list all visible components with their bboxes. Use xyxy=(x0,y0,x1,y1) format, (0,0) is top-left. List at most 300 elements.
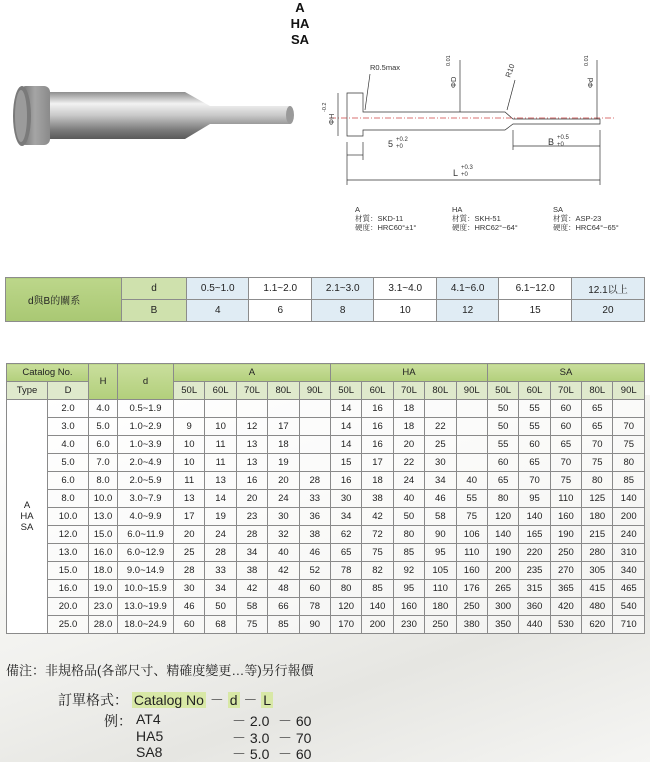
table-cell: 10 xyxy=(174,454,205,472)
table-cell: 28 xyxy=(174,562,205,580)
table-cell: 65 xyxy=(519,454,550,472)
table-cell: 24 xyxy=(393,472,424,490)
table-cell: 200 xyxy=(613,508,645,526)
table-cell: 530 xyxy=(550,616,581,634)
example-d: － 3.0 xyxy=(232,730,270,746)
table-row xyxy=(7,436,645,454)
table-cell: 78 xyxy=(299,598,330,616)
table-cell: 18 xyxy=(362,472,393,490)
table-cell: 75 xyxy=(550,472,581,490)
table-cell: 25.0 xyxy=(48,616,89,634)
table-cell: 32 xyxy=(268,526,299,544)
table-cell: 40 xyxy=(393,490,424,508)
example-code: AT4 xyxy=(136,711,161,727)
material-sa-material: 材質：ASP-23 xyxy=(553,214,602,223)
table-cell: 70 xyxy=(613,418,645,436)
table-cell: 25 xyxy=(425,436,456,454)
table-cell: 12.0 xyxy=(48,526,89,544)
relation-b-cell: 15 xyxy=(499,300,572,322)
table-cell: 1.0~2.9 xyxy=(118,418,174,436)
table-cell: 10 xyxy=(205,418,236,436)
table-cell: 11 xyxy=(205,454,236,472)
table-cell: 58 xyxy=(425,508,456,526)
relation-b-cell: 8 xyxy=(311,300,373,322)
table-cell: 140 xyxy=(519,508,550,526)
dim-L-tol-top: +0.3 xyxy=(461,165,473,171)
table-cell: 8.0 xyxy=(89,472,118,490)
table-cell: 33 xyxy=(299,490,330,508)
table-cell: 19 xyxy=(205,508,236,526)
dim-phiH-tol: -0.2 xyxy=(322,102,328,112)
table-cell: 125 xyxy=(582,490,613,508)
table-cell: 60 xyxy=(299,580,330,598)
table-cell: 80 xyxy=(582,472,613,490)
table-cell: 8.0 xyxy=(48,490,89,508)
table-cell: 34 xyxy=(330,508,361,526)
header-len: 80L xyxy=(582,382,613,400)
header-len: 60L xyxy=(519,382,550,400)
table-cell: 480 xyxy=(582,598,613,616)
example-L: － 60 xyxy=(278,746,312,762)
table-cell xyxy=(299,436,330,454)
relation-b-cell: 12 xyxy=(436,300,498,322)
table-cell: 176 xyxy=(456,580,487,598)
dim-r05max: R0.5max xyxy=(370,63,401,72)
material-a xyxy=(355,205,416,232)
table-cell: 6.0 xyxy=(89,436,118,454)
table-cell: 10.0 xyxy=(48,508,89,526)
table-cell: 65 xyxy=(330,544,361,562)
table-cell: 17 xyxy=(268,418,299,436)
material-a-name: A xyxy=(355,205,361,214)
table-cell: 250 xyxy=(425,616,456,634)
table-cell: 18 xyxy=(393,418,424,436)
table-cell: 46 xyxy=(425,490,456,508)
example-code: HA5 xyxy=(136,728,164,744)
table-cell: 72 xyxy=(362,526,393,544)
table-cell: 280 xyxy=(582,544,613,562)
table-cell: 60 xyxy=(174,616,205,634)
table-row xyxy=(7,544,645,562)
table-cell: 200 xyxy=(362,616,393,634)
dim-L-tol-bot: +0 xyxy=(461,172,468,178)
table-cell xyxy=(299,454,330,472)
table-cell: 85 xyxy=(393,544,424,562)
header-group-a: A xyxy=(174,364,331,382)
table-cell: 0.5~1.9 xyxy=(118,400,174,418)
table-cell: 24 xyxy=(205,526,236,544)
relation-b-cell: 4 xyxy=(187,300,249,322)
table-cell: 42 xyxy=(236,580,267,598)
table-cell: 55 xyxy=(519,418,550,436)
table-cell: 70 xyxy=(582,436,613,454)
table-cell: 110 xyxy=(456,544,487,562)
table-cell: 165 xyxy=(519,526,550,544)
table-cell: 380 xyxy=(456,616,487,634)
type-value: A xyxy=(23,500,31,511)
table-cell: 215 xyxy=(582,526,613,544)
table-row xyxy=(7,490,645,508)
table-cell: 20 xyxy=(236,490,267,508)
table-cell: 140 xyxy=(613,490,645,508)
table-row xyxy=(7,418,645,436)
header-len: 90L xyxy=(456,382,487,400)
table-cell: 66 xyxy=(268,598,299,616)
table-cell: 40 xyxy=(456,472,487,490)
table-cell: 5.0 xyxy=(48,454,89,472)
table-cell: 34 xyxy=(205,580,236,598)
table-cell: 540 xyxy=(613,598,645,616)
header-len: 90L xyxy=(613,382,645,400)
table-cell: 710 xyxy=(613,616,645,634)
table-cell: 25 xyxy=(174,544,205,562)
table-cell: 230 xyxy=(393,616,424,634)
table-cell: 13 xyxy=(205,472,236,490)
table-cell: 34 xyxy=(236,544,267,562)
example-prefix: 例： xyxy=(104,713,132,729)
table-cell: 13.0 xyxy=(89,508,118,526)
header-len: 70L xyxy=(550,382,581,400)
title-ha: HA xyxy=(290,16,310,31)
table-cell: 315 xyxy=(519,580,550,598)
order-format xyxy=(58,690,273,710)
table-cell xyxy=(456,400,487,418)
table-cell: 95 xyxy=(519,490,550,508)
dim-B: B xyxy=(548,137,555,147)
material-ha-hardness: 硬度：HRC62°~64° xyxy=(452,223,518,232)
table-cell: 110 xyxy=(550,490,581,508)
technical-drawing xyxy=(310,30,645,200)
header-len: 90L xyxy=(299,382,330,400)
table-cell: 22 xyxy=(425,418,456,436)
table-cell: 160 xyxy=(393,598,424,616)
table-cell xyxy=(268,400,299,418)
relation-d-label: d xyxy=(122,278,187,300)
table-cell: 95 xyxy=(393,580,424,598)
header-len: 60L xyxy=(362,382,393,400)
table-cell: 360 xyxy=(519,598,550,616)
punch-pin-illustration xyxy=(0,0,310,170)
header-len: 60L xyxy=(205,382,236,400)
table-cell: 62 xyxy=(330,526,361,544)
table-cell: 160 xyxy=(550,508,581,526)
table-cell: 34 xyxy=(425,472,456,490)
table-cell: 46 xyxy=(174,598,205,616)
table-cell: 68 xyxy=(205,616,236,634)
table-cell: 13.0~19.9 xyxy=(118,598,174,616)
table-cell: 23.0 xyxy=(89,598,118,616)
dim-five: 5 xyxy=(388,139,394,149)
dim-B-tol-bot: +0 xyxy=(557,142,564,148)
table-cell: 15 xyxy=(330,454,361,472)
header-group-sa: SA xyxy=(487,364,644,382)
relation-label: d與B的關系 xyxy=(6,278,122,322)
table-cell: 58 xyxy=(236,598,267,616)
table-cell: 190 xyxy=(487,544,518,562)
table-cell: 190 xyxy=(550,526,581,544)
table-cell: 55 xyxy=(519,400,550,418)
table-cell: 18.0 xyxy=(89,562,118,580)
table-cell: 9 xyxy=(174,418,205,436)
dim-phiH: ΦH xyxy=(327,113,336,125)
order-format-L: L xyxy=(263,692,272,708)
table-row xyxy=(7,508,645,526)
table-cell: 16.0 xyxy=(89,544,118,562)
example-code: SA8 xyxy=(136,744,163,760)
table-cell: 620 xyxy=(582,616,613,634)
table-cell: 20 xyxy=(268,472,299,490)
material-ha xyxy=(452,205,518,232)
table-cell: 6.0 xyxy=(48,472,89,490)
table-cell: 7.0 xyxy=(89,454,118,472)
table-cell xyxy=(456,436,487,454)
table-cell: 80 xyxy=(393,526,424,544)
catalog-table-body xyxy=(7,400,645,634)
table-cell: 65 xyxy=(550,436,581,454)
table-cell: 75 xyxy=(236,616,267,634)
header-D: D xyxy=(48,382,89,400)
table-cell: 55 xyxy=(487,436,518,454)
table-row xyxy=(7,400,645,418)
table-cell: 4.0 xyxy=(48,436,89,454)
table-cell: 465 xyxy=(613,580,645,598)
relation-d-cell: 0.5~1.0 xyxy=(187,278,249,300)
table-cell: 305 xyxy=(582,562,613,580)
table-cell: 30 xyxy=(425,454,456,472)
table-cell: 33 xyxy=(205,562,236,580)
table-cell: 18.0~24.9 xyxy=(118,616,174,634)
table-cell: 15.0 xyxy=(89,526,118,544)
header-len: 50L xyxy=(330,382,361,400)
type-value: HA xyxy=(20,511,34,522)
table-cell xyxy=(425,400,456,418)
table-cell: 28.0 xyxy=(89,616,118,634)
table-cell: 38 xyxy=(236,562,267,580)
table-row xyxy=(7,616,645,634)
table-cell: 85 xyxy=(268,616,299,634)
table-cell: 75 xyxy=(613,436,645,454)
table-cell: 10 xyxy=(174,436,205,454)
header-len: 50L xyxy=(174,382,205,400)
table-cell: 16 xyxy=(362,418,393,436)
table-cell: 48 xyxy=(268,580,299,598)
table-cell: 265 xyxy=(487,580,518,598)
dim-B-tol-top: +0.5 xyxy=(557,135,569,141)
header-type: Type xyxy=(7,382,48,400)
table-cell: 50 xyxy=(205,598,236,616)
table-cell: 415 xyxy=(582,580,613,598)
example-d: － 2.0 xyxy=(232,713,270,729)
table-cell: 250 xyxy=(550,544,581,562)
table-cell: 440 xyxy=(519,616,550,634)
relation-d-cell: 1.1~2.0 xyxy=(249,278,311,300)
table-cell: 106 xyxy=(456,526,487,544)
table-cell xyxy=(613,400,645,418)
table-cell: 120 xyxy=(487,508,518,526)
dim-r10: R10 xyxy=(503,62,517,79)
table-cell: 85 xyxy=(362,580,393,598)
table-cell: 2.0~4.9 xyxy=(118,454,174,472)
table-cell xyxy=(299,418,330,436)
table-cell: 10.0~15.9 xyxy=(118,580,174,598)
d-b-relation-table xyxy=(5,277,645,322)
table-cell: 120 xyxy=(330,598,361,616)
table-cell: 240 xyxy=(613,526,645,544)
table-cell: 220 xyxy=(519,544,550,562)
table-cell: 420 xyxy=(550,598,581,616)
table-cell: 235 xyxy=(519,562,550,580)
order-format-dash: － xyxy=(209,692,224,708)
dim-phiD-tol-top: 0.01 xyxy=(446,55,452,66)
table-cell: 30 xyxy=(330,490,361,508)
order-format-label: 訂單格式： xyxy=(58,692,128,708)
header-catalog-no: Catalog No. xyxy=(7,364,89,382)
header-H: H xyxy=(89,364,118,400)
table-cell xyxy=(456,418,487,436)
table-cell: 60 xyxy=(487,454,518,472)
table-cell: 75 xyxy=(362,544,393,562)
table-cell: 4.0 xyxy=(89,400,118,418)
table-cell: 17 xyxy=(174,508,205,526)
table-cell: 18 xyxy=(393,400,424,418)
type-cell xyxy=(7,400,48,634)
example-d: － 5.0 xyxy=(232,746,270,762)
table-cell: 42 xyxy=(362,508,393,526)
relation-b-cell: 20 xyxy=(571,300,644,322)
table-cell: 80 xyxy=(487,490,518,508)
table-cell: 42 xyxy=(268,562,299,580)
table-cell: 340 xyxy=(613,562,645,580)
table-cell: 365 xyxy=(550,580,581,598)
table-row xyxy=(7,472,645,490)
table-cell: 19 xyxy=(268,454,299,472)
table-cell: 13.0 xyxy=(48,544,89,562)
material-ha-material: 材質：SKH-51 xyxy=(452,214,501,223)
table-cell: 11 xyxy=(174,472,205,490)
table-cell: 4.0~9.9 xyxy=(118,508,174,526)
table-cell: 140 xyxy=(487,526,518,544)
order-format-catalog: Catalog No xyxy=(133,692,204,708)
table-cell: 50 xyxy=(487,418,518,436)
table-cell: 13 xyxy=(236,454,267,472)
material-a-material: 材質：SKD-11 xyxy=(355,214,404,223)
catalog-table xyxy=(6,363,645,634)
material-sa-hardness: 硬度：HRC64°~65° xyxy=(553,223,619,232)
table-row xyxy=(7,526,645,544)
table-cell: 65 xyxy=(582,418,613,436)
table-cell: 20 xyxy=(174,526,205,544)
table-cell: 2.0 xyxy=(48,400,89,418)
title-a: A xyxy=(295,0,305,15)
custom-order-note: 備注：非規格品(各部尺寸、精確度變更…等)另行報價 xyxy=(6,663,314,678)
table-cell: 65 xyxy=(582,400,613,418)
table-cell: 140 xyxy=(362,598,393,616)
table-cell: 5.0 xyxy=(89,418,118,436)
table-cell: 1.0~3.9 xyxy=(118,436,174,454)
table-cell: 78 xyxy=(330,562,361,580)
table-cell: 9.0~14.9 xyxy=(118,562,174,580)
table-cell: 11 xyxy=(205,436,236,454)
table-cell: 14 xyxy=(330,436,361,454)
relation-b-cell: 10 xyxy=(374,300,436,322)
table-cell: 60 xyxy=(550,418,581,436)
table-cell: 82 xyxy=(362,562,393,580)
dim-phid-tol-top: 0.01 xyxy=(584,55,590,66)
table-cell: 40 xyxy=(268,544,299,562)
title-sa: SA xyxy=(290,32,310,47)
table-cell: 16.0 xyxy=(48,580,89,598)
table-cell: 38 xyxy=(299,526,330,544)
table-cell: 19.0 xyxy=(89,580,118,598)
table-cell: 90 xyxy=(425,526,456,544)
table-cell: 85 xyxy=(613,472,645,490)
material-sa xyxy=(553,205,619,232)
table-row xyxy=(7,454,645,472)
table-cell: 350 xyxy=(487,616,518,634)
header-len: 70L xyxy=(393,382,424,400)
table-cell: 2.0~5.9 xyxy=(118,472,174,490)
table-cell: 270 xyxy=(550,562,581,580)
table-cell: 12 xyxy=(236,418,267,436)
type-value: SA xyxy=(20,522,34,533)
table-cell: 16 xyxy=(330,472,361,490)
relation-d-cell: 2.1~3.0 xyxy=(311,278,373,300)
table-cell: 75 xyxy=(582,454,613,472)
relation-d-cell: 6.1~12.0 xyxy=(499,278,572,300)
header-group-ha: HA xyxy=(330,364,487,382)
table-cell xyxy=(205,400,236,418)
table-row xyxy=(7,598,645,616)
table-cell: 310 xyxy=(613,544,645,562)
table-cell: 80 xyxy=(613,454,645,472)
table-cell: 160 xyxy=(456,562,487,580)
table-cell: 28 xyxy=(299,472,330,490)
order-format-d: d xyxy=(229,692,238,708)
relation-d-cell: 4.1~6.0 xyxy=(436,278,498,300)
table-cell: 36 xyxy=(299,508,330,526)
table-cell: 28 xyxy=(236,526,267,544)
table-cell: 16 xyxy=(362,436,393,454)
header-len: 50L xyxy=(487,382,518,400)
order-format-dash: － xyxy=(243,692,258,708)
table-cell: 95 xyxy=(425,544,456,562)
header-d: d xyxy=(118,364,174,400)
material-a-hardness: 硬度：HRC60°±1° xyxy=(355,223,417,232)
table-cell: 20.0 xyxy=(48,598,89,616)
table-cell xyxy=(456,454,487,472)
dim-L: L xyxy=(453,168,459,178)
table-cell: 60 xyxy=(519,436,550,454)
table-cell: 13 xyxy=(174,490,205,508)
table-cell: 46 xyxy=(299,544,330,562)
relation-d-cell: 12.1以上 xyxy=(571,278,644,300)
table-cell: 15.0 xyxy=(48,562,89,580)
table-cell: 170 xyxy=(330,616,361,634)
table-cell: 17 xyxy=(362,454,393,472)
table-cell: 90 xyxy=(299,616,330,634)
table-cell: 3.0~7.9 xyxy=(118,490,174,508)
table-cell: 30 xyxy=(268,508,299,526)
table-cell: 70 xyxy=(550,454,581,472)
relation-d-cell: 3.1~4.0 xyxy=(374,278,436,300)
table-cell: 18 xyxy=(268,436,299,454)
table-cell: 92 xyxy=(393,562,424,580)
dim-phiD: ΦD xyxy=(449,76,458,88)
table-cell: 14 xyxy=(205,490,236,508)
table-cell: 180 xyxy=(425,598,456,616)
table-cell: 52 xyxy=(299,562,330,580)
table-cell: 200 xyxy=(487,562,518,580)
